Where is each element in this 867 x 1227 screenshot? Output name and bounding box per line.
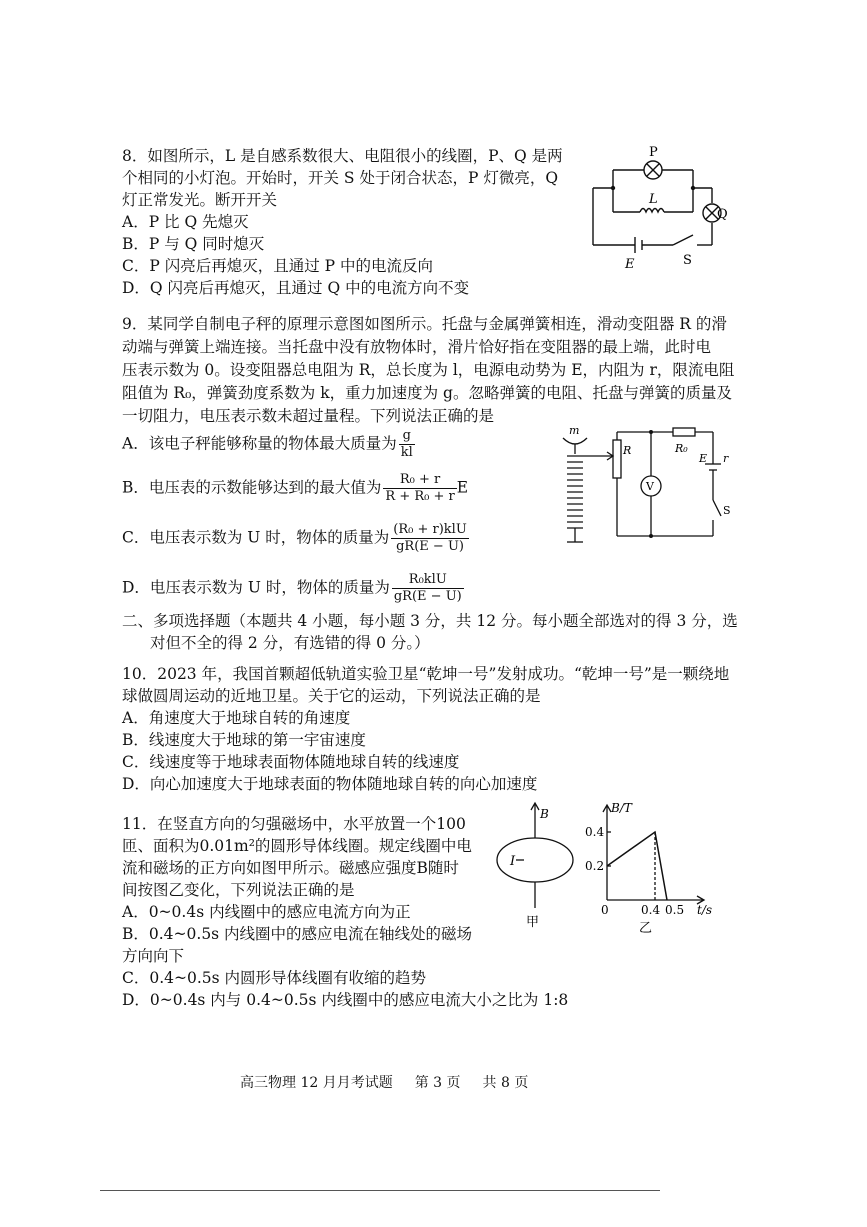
q9-option-c-den: gR(E − U)	[396, 539, 464, 554]
q11-option-b: B．0.4~0.5s 内线圈中的感应电流在轴线处的磁场	[122, 925, 473, 943]
q11-yi-x04: 0.4	[641, 903, 661, 917]
footer-page: 第 3 页	[414, 1075, 461, 1091]
q10-option-a: A．角速度大于地球自转的角速度	[122, 709, 351, 727]
q8-option-c: C．P 闪亮后再熄灭，且通过 P 中的电流反向	[122, 257, 434, 275]
q9-label-r-internal: r	[723, 452, 729, 465]
q8-label-l: L	[649, 192, 658, 207]
q11-option-d: D．0~0.4s 内与 0.4~0.5s 内线圈中的感应电流大小之比为 1:8	[122, 991, 569, 1009]
q9-scale-circuit-diagram	[555, 424, 735, 552]
q11-yi-origin: 0	[601, 903, 609, 917]
q11-bt-curve	[607, 832, 667, 900]
q8-label-s: S	[683, 253, 692, 268]
q8-label-p: P	[649, 145, 658, 160]
q11-yi-xlabel: t/s	[697, 903, 713, 917]
q9-option-d-fraction	[392, 572, 464, 605]
section2-line-2: 对但不全的得 2 分，有选错的得 0 分。）	[150, 634, 430, 652]
footer-total: 共 8 页	[482, 1075, 529, 1091]
q11-line-2: 匝、面积为0.01m²的圆形导体线圈。规定线圈中电	[122, 837, 472, 855]
q10-line-2: 球做圆周运动的近地卫星。关于它的运动，下列说法正确的是	[122, 687, 541, 705]
q9-option-d-den: gR(E − U)	[393, 589, 462, 604]
q11-figure-jia	[490, 800, 580, 930]
q8-line-2: 个相同的小灯泡。开始时，开关 S 处于闭合状态，P 灯微亮，Q	[122, 169, 559, 187]
q8-option-a: A．P 比 Q 先熄灭	[122, 213, 249, 231]
q9-option-a-text: A．该电子秤能够称量的物体最大质量为	[122, 434, 397, 453]
q9-option-d	[122, 572, 464, 605]
q9-line-1: 9．某同学自制电子秤的原理示意图如图所示。托盘与金属弹簧相连，滑动变阻器 R 的滑	[122, 315, 727, 333]
q11-yi-y02: 0.2	[585, 859, 605, 873]
q9-option-c-text: C．电压表示数为 U 时，物体的质量为	[122, 528, 390, 547]
q9-option-b-den: R + R₀ + r	[385, 489, 455, 504]
q9-option-d-text: D．电压表示数为 U 时，物体的质量为	[122, 578, 390, 597]
q11-line-3: 流和磁场的正方向如图甲所示。磁感应强度B随时	[122, 859, 459, 877]
q9-line-4: 阻值为 R₀，弹簧劲度系数为 k，重力加速度为 g。忽略弹簧的电阻、托盘与弹簧的质量及	[122, 384, 732, 402]
q10-line-1: 10．2023 年，我国首颗超低轨道实验卫星“乾坤一号”发射成功。“乾坤一号”是一颗绕地	[122, 665, 730, 683]
q11-yi-y04: 0.4	[585, 825, 605, 839]
q8-label-q: Q	[717, 207, 728, 222]
q8-option-b: B．P 与 Q 同时熄灭	[122, 235, 265, 253]
q9-option-d-num: R₀klU	[392, 572, 464, 589]
q8-option-d: D．Q 闪亮后再熄灭，且通过 Q 中的电流方向不变	[122, 279, 470, 297]
q11-jia-caption: 甲	[526, 915, 540, 930]
q9-option-b-fraction	[383, 472, 456, 505]
q11-figure-yi-graph	[585, 800, 720, 935]
footer-title: 高三物理 12 月月考试题	[240, 1075, 393, 1091]
q11-yi-x05: 0.5	[665, 903, 685, 917]
q11-yi-caption: 乙	[639, 921, 653, 936]
q9-option-c-fraction	[391, 522, 469, 555]
q9-label-e: E	[699, 452, 708, 465]
q11-option-a: A．0~0.4s 内线圈中的感应电流方向为正	[122, 903, 411, 921]
q8-line-1: 8．如图所示，L 是自感系数很大、电阻很小的线圈，P、Q 是两	[122, 147, 563, 165]
q11-option-c: C．0.4~0.5s 内圆形导体线圈有收缩的趋势	[122, 969, 427, 987]
q9-option-b-tail: E	[456, 478, 469, 497]
q9-option-b-num: R₀ + r	[383, 472, 456, 489]
q8-line-3: 灯正常发光。断开开关	[122, 191, 278, 209]
q9-option-b-text: B．电压表的示数能够达到的最大值为	[122, 478, 382, 497]
q9-line-5: 一切阻力，电压表示数未超过量程。下列说法正确的是	[122, 407, 495, 425]
q9-option-c	[122, 522, 469, 555]
q10-option-d: D．向心加速度大于地球表面的物体随地球自转的向心加速度	[122, 775, 538, 793]
q11-jia-label-b: B	[540, 807, 549, 821]
q9-option-a	[122, 428, 415, 461]
q9-label-r0: R₀	[675, 442, 688, 455]
page-footer	[240, 1072, 528, 1092]
q8-circuit-diagram	[585, 140, 728, 275]
q11-line-4: 间按图乙变化，下列说法正确的是	[122, 881, 355, 899]
q10-option-b: B．线速度大于地球的第一宇宙速度	[122, 731, 366, 749]
q11-option-b-cont: 方向向下	[122, 947, 185, 965]
q9-option-b	[122, 472, 468, 505]
q9-label-r: R	[623, 444, 632, 457]
q11-yi-ylabel: B/T	[611, 801, 632, 815]
q9-label-s: S	[723, 504, 731, 517]
q11-jia-label-i: I	[510, 854, 516, 869]
q11-line-1: 11．在竖直方向的匀强磁场中，水平放置一个100	[122, 815, 466, 833]
section2-line-1: 二、多项选择题（本题共 4 小题，每小题 3 分，共 12 分。每小题全部选对的得 3 分，选	[122, 612, 738, 630]
q9-option-c-num: (R₀ + r)klU	[393, 522, 467, 537]
q9-option-a-fraction	[399, 428, 415, 461]
q9-label-v: V	[646, 480, 654, 493]
q10-option-c: C．线速度等于地球表面物体随地球自转的线速度	[122, 753, 460, 771]
q8-label-e: E	[625, 257, 635, 272]
q9-option-a-den: kl	[400, 445, 413, 460]
q9-label-m: m	[569, 424, 580, 437]
q9-line-3: 压表示数为 0。设变阻器总电阻为 R，总长度为 l，电源电动势为 E，内阻为 r，限流电阻	[122, 361, 735, 379]
q9-option-a-num: g	[399, 428, 415, 445]
bottom-rule	[100, 1190, 660, 1191]
q9-line-2: 动端与弹簧上端连接。当托盘中没有放物体时，滑片恰好指在变阻器的最上端，此时电	[122, 338, 712, 356]
